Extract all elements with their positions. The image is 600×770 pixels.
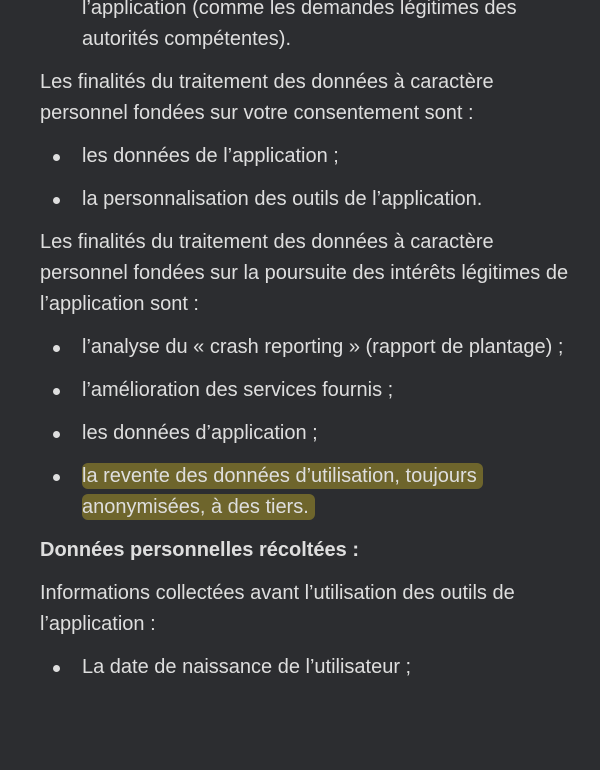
list-item xyxy=(40,332,570,363)
list-item-text: l’amélioration des services fournis ; xyxy=(82,379,394,401)
bullet-icon xyxy=(53,665,60,672)
top-list xyxy=(40,0,570,55)
bullet-icon xyxy=(53,197,60,204)
data-list xyxy=(40,652,570,683)
consent-intro: Les finalités du traitement des données à caractère personnel fondées sur votre consentement sont : xyxy=(40,71,494,124)
list-item xyxy=(40,184,570,215)
list-item-text: l’application (comme les demandes légitimes des autorités compétentes). xyxy=(82,0,517,50)
bullet-icon xyxy=(53,345,60,352)
list-item-text: La date de naissance de l’utilisateur ; xyxy=(82,656,412,678)
list-item-highlighted xyxy=(40,461,570,523)
list-item-text: la personnalisation des outils de l’application. xyxy=(82,188,483,210)
list-item xyxy=(40,418,570,449)
consent-list xyxy=(40,141,570,215)
data-intro: Informations collectées avant l’utilisation des outils de l’application : xyxy=(40,582,515,635)
list-item xyxy=(40,652,570,683)
highlighted-text: la revente des données d’utilisation, toujours anonymisées, à des tiers. xyxy=(82,463,483,520)
list-item-text: les données d’application ; xyxy=(82,422,318,444)
list-item-text: les données de l’application ; xyxy=(82,145,339,167)
list-item xyxy=(40,141,570,172)
bullet-icon xyxy=(53,474,60,481)
list-item xyxy=(40,0,570,55)
bullet-icon xyxy=(53,431,60,438)
bullet-icon xyxy=(53,388,60,395)
legit-list xyxy=(40,332,570,523)
legit-intro: Les finalités du traitement des données à caractère personnel fondées sur la poursuite des intérêts légitimes de l’application sont : xyxy=(40,231,569,315)
policy-content xyxy=(40,0,570,695)
list-item-text: l’analyse du « crash reporting » (rapport de plantage) ; xyxy=(82,336,564,358)
list-item xyxy=(40,375,570,406)
section-heading: Données personnelles récoltées : xyxy=(40,539,360,561)
bullet-icon xyxy=(53,154,60,161)
